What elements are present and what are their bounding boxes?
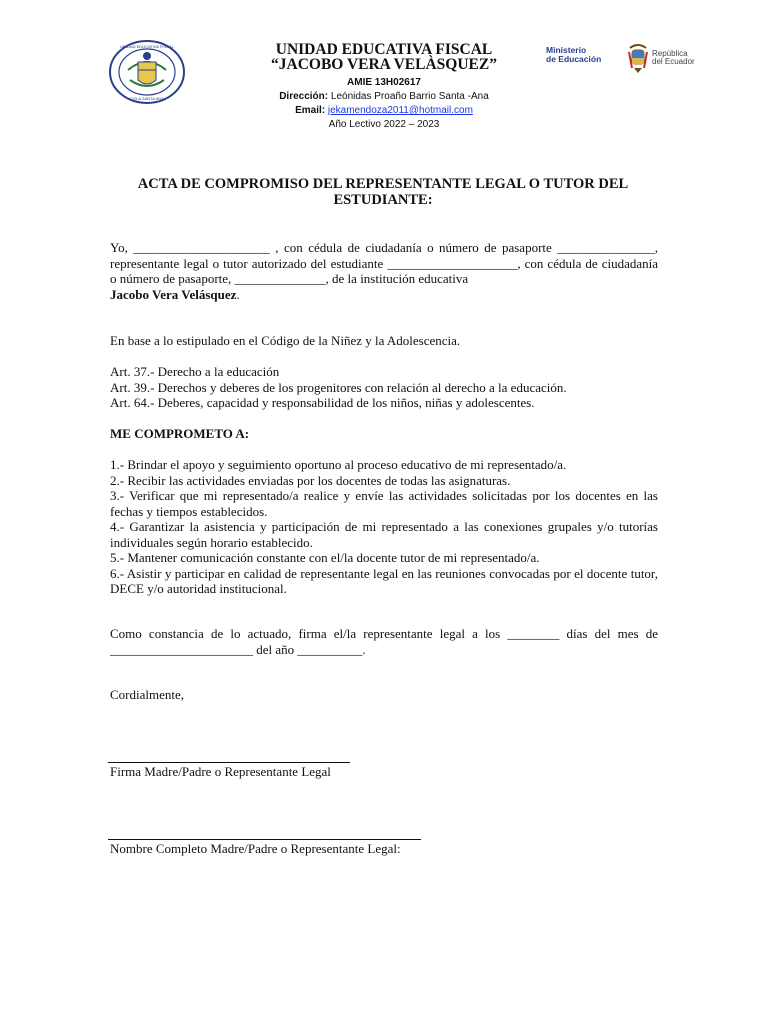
intro-text: Yo, _____________________ , con cédula de ciudadanía o número de pasaporte _______________, representante legal o tutor autorizado del estudiante ____________________, con cédula de ciudadanía o número de pasaporte, ______________, de la institución educativa xyxy=(110,240,658,286)
commitment-item: 5.- Mantener comunicación constante con el/la docente tutor de mi representado/a. xyxy=(110,550,540,565)
salutation: Cordialmente, xyxy=(110,687,185,702)
intro-paragraph xyxy=(110,240,658,302)
legal-basis: En base a lo estipulado en el Código de la Niñez y la Adolescencia. xyxy=(110,333,461,348)
signature-label: Firma Madre/Padre o Representante Legal xyxy=(110,764,331,779)
ecuador-crest-icon xyxy=(626,42,650,74)
letterhead-text xyxy=(248,42,520,132)
amie-code: AMIE 13H02617 xyxy=(347,77,421,88)
commitment-item: 2.- Recibir las actividades enviadas por los docentes de todas las asignaturas. xyxy=(110,472,511,488)
document-title xyxy=(108,176,658,208)
ministry-logo-line1: Ministerio xyxy=(546,45,587,55)
svg-text:COLA SANTA ANA: COLA SANTA ANA xyxy=(130,96,164,101)
title-line1: ACTA DE COMPROMISO DEL REPRESENTANTE LEGAL O TUTOR DEL xyxy=(137,176,629,192)
email-label: Email: xyxy=(295,105,326,116)
republic-logo-line2: del Ecuador xyxy=(652,57,695,66)
articles-list xyxy=(110,364,658,411)
address-label: Dirección: xyxy=(279,91,329,102)
commitment-item: 4.- Garantizar la asistencia y participación de mi representado a las conexiones grupales y/o tutorías individuales según horario establecido. xyxy=(110,519,658,550)
name-label: Nombre Completo Madre/Padre o Representante Legal: xyxy=(110,841,401,856)
article-item: Art. 37.- Derecho a la educación xyxy=(110,364,280,379)
signature-line xyxy=(108,762,350,763)
commitment-heading: ME COMPROMETO A: xyxy=(110,426,250,441)
address xyxy=(248,90,520,104)
ministry-logo xyxy=(546,46,601,64)
email-link[interactable]: jekamendoza2011@hotmail.com xyxy=(327,105,473,116)
article-item: Art. 64.- Deberes, capacidad y responsabilidad de los niños, niñas y adolescentes. xyxy=(110,395,535,410)
letterhead xyxy=(0,36,768,136)
republic-logo-line1: República xyxy=(652,49,688,58)
ministry-logo-line2: de Educación xyxy=(546,54,602,64)
commitment-item: 1.- Brindar el apoyo y seguimiento oportuno al proceso educativo de mi representado/a. xyxy=(110,457,567,472)
institution-name: Jacobo Vera Velásquez xyxy=(110,286,237,302)
address-value: Leónidas Proaño Barrio Santa -Ana xyxy=(328,91,489,102)
institution-end: . xyxy=(236,286,240,302)
school-name-line1: UNIDAD EDUCATIVA FISCAL xyxy=(275,41,493,58)
republic-logo xyxy=(652,50,695,66)
government-logos xyxy=(546,42,706,76)
school-name-line2: “JACOBO VERA VELÀSQUEZ” xyxy=(271,56,497,73)
title-line2: ESTUDIANTE: xyxy=(333,192,433,208)
school-year: Año Lectivo 2022 – 2023 xyxy=(328,119,440,130)
email-line xyxy=(248,104,520,118)
closing-statement: Como constancia de lo actuado, firma el/la representante legal a los ________ días del mes de ______________________ del año __________. xyxy=(110,626,658,657)
commitment-item: 3.- Verificar que mi representado/a realice y envíe las actividades solicitadas por los docentes en las fechas y tiempos establecidos. xyxy=(110,488,658,519)
name-line xyxy=(108,839,421,840)
commitments-list xyxy=(110,457,658,597)
commitment-item: 6.- Asistir y participar en calidad de representante legal en las reuniones convocadas por el docente tutor, DECE y/o autoridad institucional. xyxy=(110,565,658,596)
school-seal-icon xyxy=(108,40,186,104)
article-item: Art. 39.- Derechos y deberes de los progenitores con relación al derecho a la educación. xyxy=(110,379,567,395)
svg-text:UNIDAD EDUCATIVA FISCAL: UNIDAD EDUCATIVA FISCAL xyxy=(120,44,174,49)
